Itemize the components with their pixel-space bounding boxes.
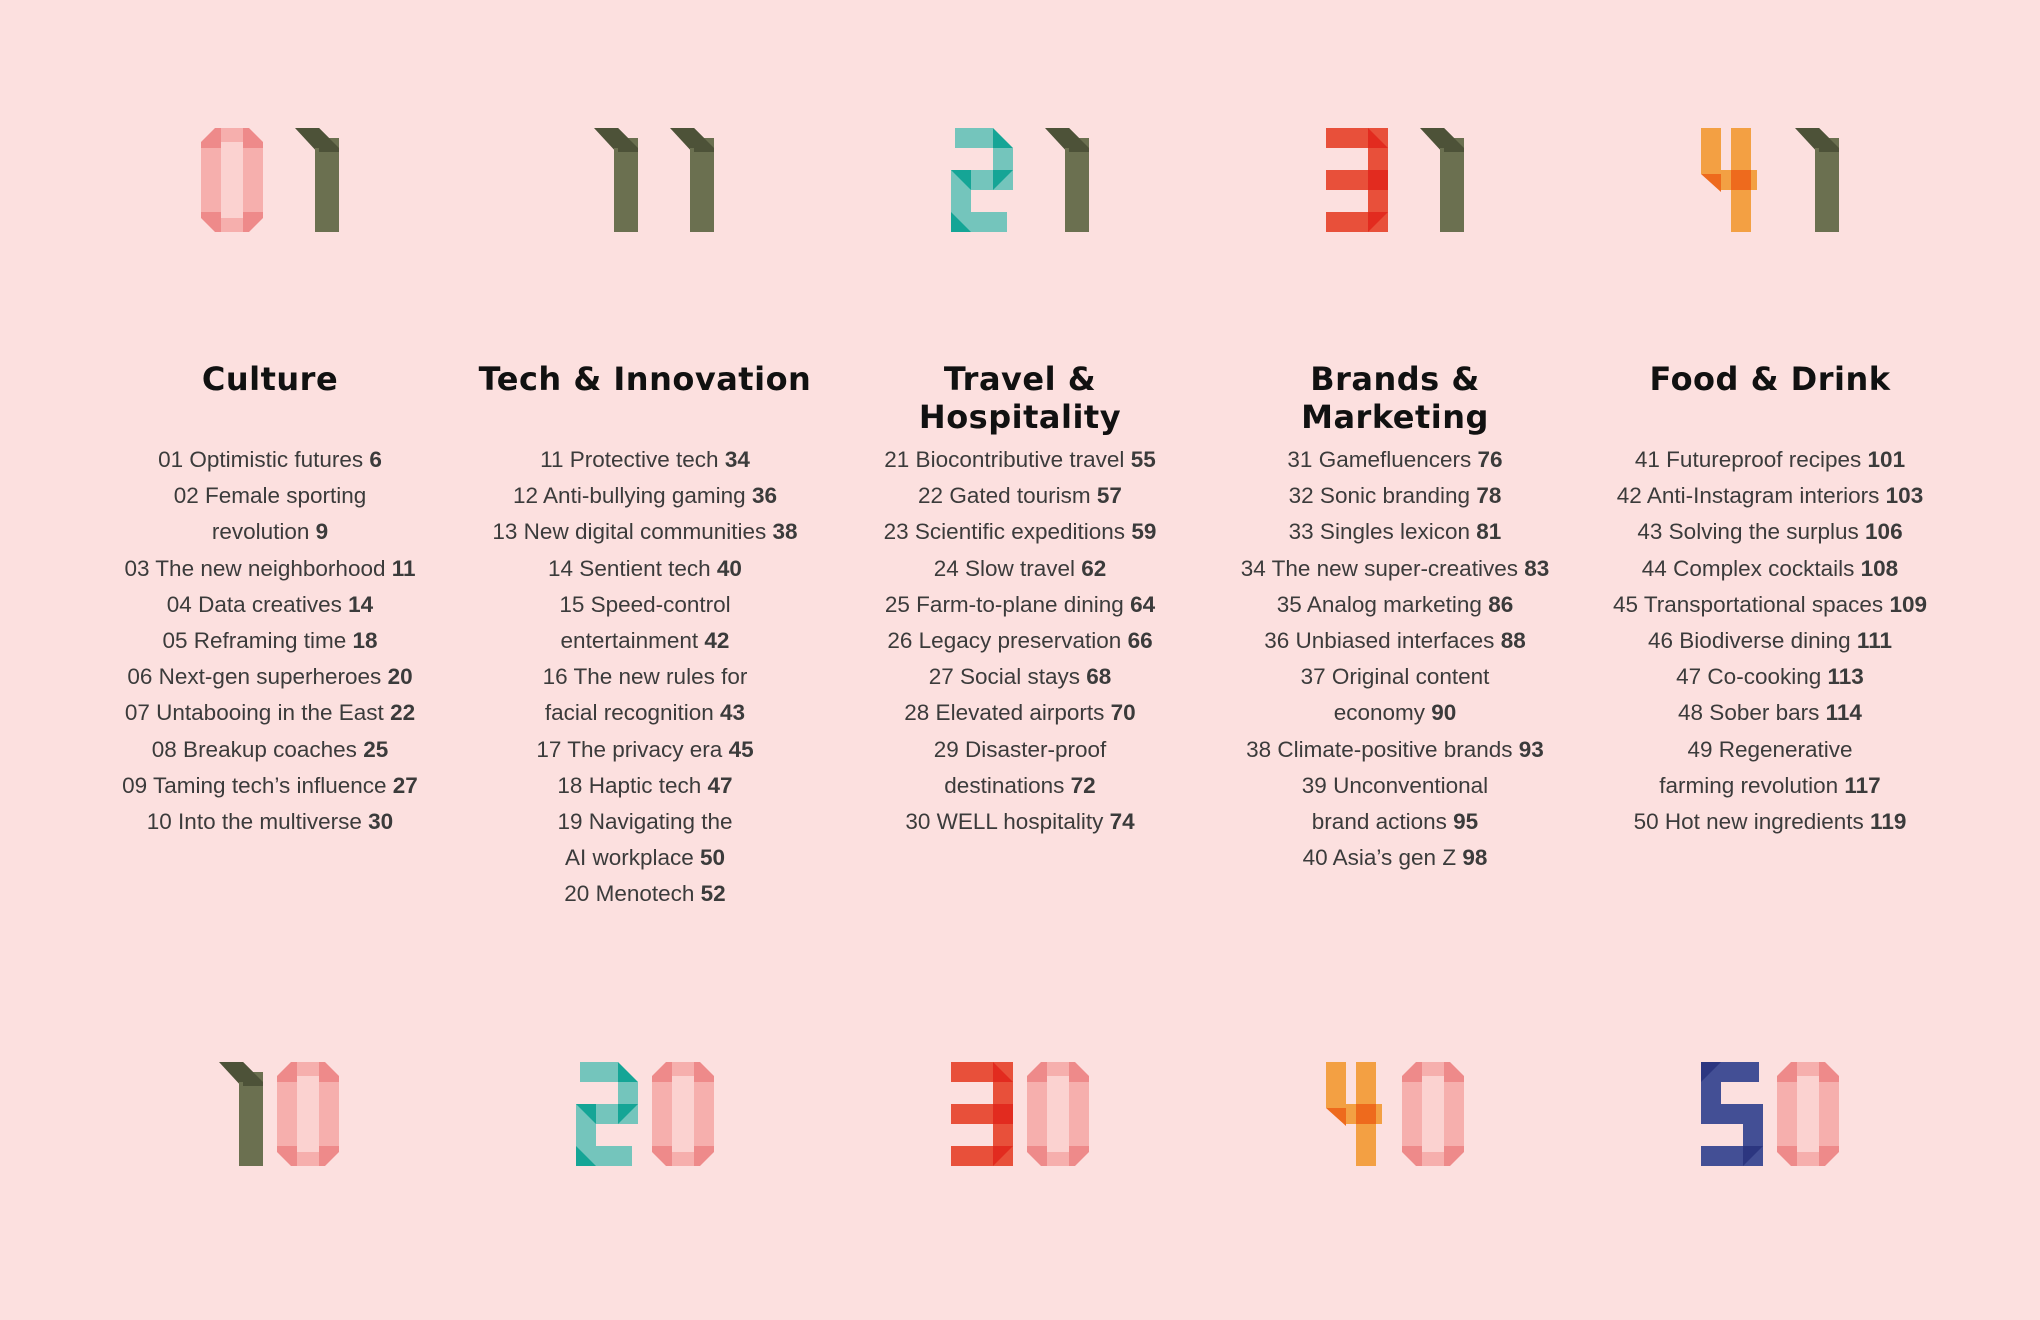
page-number: 27 [392, 772, 418, 798]
trend-title-line [1215, 551, 1575, 587]
trend-title-line [1215, 768, 1575, 804]
trend-title: 33 Singles lexicon [1288, 519, 1471, 545]
trend-title: 25 Farm-to-plane dining [884, 591, 1124, 617]
trend-title-line [465, 478, 825, 514]
folded-digit-0 [1777, 1062, 1839, 1166]
trend-list-item[interactable] [840, 804, 1200, 840]
trend-title-line [90, 768, 450, 804]
trend-title: 16 The new rules for [542, 664, 748, 690]
trend-list-item[interactable] [465, 587, 825, 659]
folded-number-graphic [1701, 128, 1839, 232]
page-number: 74 [1109, 809, 1135, 835]
page-number: 38 [772, 519, 798, 545]
trend-title: 29 Disaster-proof [933, 736, 1107, 762]
folded-digit-1 [1420, 128, 1464, 232]
page-number: 50 [700, 845, 726, 871]
trend-title: 23 Scientific expeditions [883, 519, 1126, 545]
page-number: 45 [728, 736, 754, 762]
trend-title-line [840, 695, 1200, 731]
trend-list-item[interactable] [465, 551, 825, 587]
page-number: 22 [390, 700, 416, 726]
page-number: 9 [315, 519, 329, 545]
trend-title-line [1590, 768, 1950, 804]
page-number: 81 [1476, 519, 1502, 545]
trend-title-line [840, 768, 1200, 804]
trend-title: 34 The new super-creatives [1240, 555, 1518, 581]
trend-title: 20 Menotech [564, 881, 695, 907]
trend-title: 21 Biocontributive travel [884, 447, 1125, 472]
trend-list-item[interactable] [465, 442, 825, 478]
trend-title: AI workplace [564, 845, 694, 871]
trend-title: farming revolution [1659, 772, 1839, 798]
page-number: 34 [724, 447, 750, 472]
trend-title: 46 Biodiverse dining [1648, 628, 1851, 654]
folded-number-graphic [1701, 1062, 1839, 1166]
trend-title: 17 The privacy era [536, 736, 723, 762]
trend-title-line [1215, 659, 1575, 695]
page-number: 40 [716, 555, 742, 581]
trend-title-line [465, 804, 825, 840]
trend-list-item[interactable] [1590, 478, 1950, 514]
trend-title-line [1215, 732, 1575, 768]
trend-title: 03 The new neighborhood [124, 555, 386, 581]
trend-title-line [465, 551, 825, 587]
trend-title-line [90, 478, 450, 514]
folded-number-graphic [576, 1062, 714, 1166]
trend-title: 32 Sonic branding [1288, 483, 1471, 509]
folded-number-graphic [1326, 128, 1464, 232]
page-number: 47 [707, 772, 733, 798]
trend-title: 49 Regenerative [1687, 736, 1853, 762]
trend-title: 40 Asia’s gen Z [1302, 845, 1457, 871]
trend-title: 07 Untabooing in the East [124, 700, 384, 726]
trend-title: 39 Unconventional [1301, 772, 1489, 798]
page-number: 76 [1477, 447, 1503, 472]
trend-title-line [1590, 514, 1950, 550]
section-title: Travel & Hospitality [918, 360, 1122, 436]
page-number: 113 [1827, 664, 1864, 690]
section-end-number [840, 1062, 1200, 1172]
trend-title: 24 Slow travel [933, 555, 1076, 581]
folded-digit-0 [1402, 1062, 1464, 1166]
folded-number-graphic [1326, 1062, 1464, 1166]
trend-title: 04 Data creatives [166, 591, 342, 617]
section-column [840, 0, 1200, 1320]
folded-digit-1 [1795, 128, 1839, 232]
trend-title-line [1215, 587, 1575, 623]
trend-title-line [1590, 695, 1950, 731]
folded-number-graphic [951, 128, 1089, 232]
trend-list-item[interactable] [1215, 659, 1575, 731]
trend-title: 10 Into the multiverse [146, 809, 362, 835]
trend-list-item[interactable] [90, 623, 450, 659]
trend-title-line [840, 804, 1200, 840]
trend-title-line [1590, 804, 1950, 840]
trend-list-item[interactable] [90, 478, 450, 550]
trend-title: 41 Futureproof recipes [1634, 447, 1862, 472]
folded-digit-1 [219, 1062, 263, 1166]
page-number: 83 [1524, 555, 1550, 581]
section-end-number [1215, 1062, 1575, 1172]
trend-title: 28 Elevated airports [904, 700, 1105, 726]
trend-list-item[interactable] [1590, 623, 1950, 659]
trend-list-item[interactable] [1215, 514, 1575, 550]
trend-list-item[interactable] [840, 551, 1200, 587]
section-start-number [840, 128, 1200, 238]
folded-digit-0 [652, 1062, 714, 1166]
page-number: 111 [1856, 628, 1892, 654]
trend-list [465, 442, 825, 913]
trend-list-item[interactable] [840, 478, 1200, 514]
folded-digit-1 [295, 128, 339, 232]
trend-list [1215, 442, 1575, 876]
folded-number-graphic [201, 128, 339, 232]
section-title: Tech & Innovation [478, 360, 812, 398]
page-number: 42 [704, 628, 730, 654]
trend-title: 02 Female sporting [173, 483, 367, 509]
trend-title: 15 Speed-control [559, 591, 731, 617]
trend-list-item[interactable] [840, 623, 1200, 659]
trend-title: 09 Taming tech’s influence [122, 772, 387, 798]
trend-list-item[interactable] [90, 804, 450, 840]
trend-list-item[interactable] [840, 659, 1200, 695]
section-end-number [90, 1062, 450, 1172]
folded-digit-4 [1326, 1062, 1382, 1166]
folded-digit-0 [201, 128, 263, 232]
trend-title-line [1215, 478, 1575, 514]
trend-list-item[interactable] [465, 659, 825, 731]
page-number: 36 [751, 483, 777, 509]
trend-title: 44 Complex cocktails [1641, 555, 1855, 581]
folded-digit-3 [951, 1062, 1013, 1166]
section-start-number [90, 128, 450, 238]
folded-digit-0 [277, 1062, 339, 1166]
trend-title-line [1590, 478, 1950, 514]
trend-title: 30 WELL hospitality [905, 809, 1104, 835]
trend-title-line [1590, 659, 1950, 695]
page-number: 86 [1488, 591, 1514, 617]
trend-title-line [1590, 587, 1950, 623]
trend-title: 31 Gamefluencers [1287, 447, 1472, 472]
page-number: 90 [1431, 700, 1457, 726]
page-number: 64 [1130, 591, 1156, 617]
trend-title-line [840, 551, 1200, 587]
trend-list-item[interactable] [465, 768, 825, 804]
trend-list-item[interactable] [90, 587, 450, 623]
trend-title: 08 Breakup coaches [151, 736, 357, 762]
trend-title: 37 Original content [1300, 664, 1490, 690]
trend-title: 45 Transportational spaces [1613, 591, 1884, 617]
trend-list-item[interactable] [840, 442, 1200, 478]
trend-title: 14 Sentient tech [548, 555, 711, 581]
trend-list-item[interactable] [1215, 768, 1575, 840]
trend-title-line [1590, 442, 1950, 478]
trend-title: 27 Social stays [928, 664, 1081, 690]
page-number: 109 [1889, 591, 1927, 617]
page-number: 78 [1476, 483, 1502, 509]
trend-list-item[interactable] [840, 695, 1200, 731]
trend-list-item[interactable] [1590, 659, 1950, 695]
trend-title: brand actions [1311, 809, 1447, 835]
page-number: 43 [720, 700, 746, 726]
trend-title: 38 Climate-positive brands [1246, 736, 1513, 762]
trend-title: 11 Protective tech [540, 447, 719, 472]
trend-title: revolution [211, 519, 310, 545]
trend-list-item[interactable] [840, 514, 1200, 550]
trend-title: 42 Anti-Instagram interiors [1616, 483, 1880, 509]
section-column [90, 0, 450, 1320]
trend-title: destinations [944, 772, 1065, 798]
page-number: 57 [1096, 483, 1122, 509]
trend-list-item[interactable] [1590, 514, 1950, 550]
page-number: 95 [1453, 809, 1479, 835]
section-column [1590, 0, 1950, 1320]
trend-title: 50 Hot new ingredients [1633, 809, 1864, 835]
trend-title-line [465, 623, 825, 659]
page-number: 62 [1081, 555, 1107, 581]
trend-title-line [90, 695, 450, 731]
section-title: Culture [201, 360, 339, 398]
trend-title-line [90, 804, 450, 840]
folded-digit-2 [951, 128, 1013, 232]
page-number: 30 [368, 809, 394, 835]
trend-list-item[interactable] [90, 695, 450, 731]
trend-title-line [90, 551, 450, 587]
trend-title-line [1590, 551, 1950, 587]
trend-list [1590, 442, 1950, 840]
section-title: Brands & Marketing [1301, 360, 1489, 436]
page-number: 98 [1462, 845, 1488, 871]
trend-list-item[interactable] [90, 442, 450, 478]
trend-list-item[interactable] [1215, 732, 1575, 768]
page-number: 103 [1885, 483, 1924, 509]
page-number: 114 [1825, 700, 1862, 726]
trend-list-item[interactable] [465, 732, 825, 768]
trend-list-item[interactable] [1590, 732, 1950, 804]
trend-list-item[interactable] [1215, 587, 1575, 623]
trend-title: 35 Analog marketing [1276, 591, 1482, 617]
trend-title-line [1590, 623, 1950, 659]
trend-list-item[interactable] [1590, 551, 1950, 587]
trend-title: 06 Next-gen superheroes [127, 664, 382, 690]
page-number: 88 [1500, 628, 1526, 654]
trend-list-item[interactable] [1215, 840, 1575, 876]
trend-list-item[interactable] [90, 551, 450, 587]
trend-title-line [90, 623, 450, 659]
page-number: 11 [391, 555, 416, 581]
trend-title-line [840, 514, 1200, 550]
folded-digit-0 [1027, 1062, 1089, 1166]
folded-digit-5 [1701, 1062, 1763, 1166]
page-number: 106 [1865, 519, 1903, 545]
trend-list-item[interactable] [840, 732, 1200, 804]
trend-title-line [840, 587, 1200, 623]
page-number: 119 [1870, 809, 1907, 835]
trend-list-item[interactable] [1590, 695, 1950, 731]
trend-title-line [465, 768, 825, 804]
section-end-number [1590, 1062, 1950, 1172]
trend-title-line [465, 659, 825, 695]
trend-title: 26 Legacy preservation [887, 628, 1122, 654]
folded-number-graphic [201, 1062, 339, 1166]
section-end-number [465, 1062, 825, 1172]
trend-list-item[interactable] [1215, 623, 1575, 659]
page-number: 66 [1127, 628, 1153, 654]
trend-title-line [465, 514, 825, 550]
page-number: 55 [1130, 447, 1156, 472]
trend-list [90, 442, 450, 840]
folded-digit-4 [1701, 128, 1757, 232]
folded-digit-1 [594, 128, 638, 232]
page-number: 52 [700, 881, 726, 907]
trend-title: 22 Gated tourism [918, 483, 1091, 509]
page-number: 117 [1844, 772, 1881, 798]
trend-list-item[interactable] [465, 478, 825, 514]
trend-title: 05 Reframing time [162, 628, 347, 654]
trend-title-line [90, 732, 450, 768]
trend-list-item[interactable] [90, 659, 450, 695]
page-number: 25 [363, 736, 389, 762]
section-start-number [465, 128, 825, 238]
trend-title-line [1215, 804, 1575, 840]
page-number: 108 [1860, 555, 1899, 581]
trend-list-item[interactable] [1590, 804, 1950, 840]
page-number: 101 [1867, 447, 1906, 472]
trend-title: 13 New digital communities [492, 519, 767, 545]
section-title: Food & Drink [1649, 360, 1891, 398]
trend-title-line [840, 623, 1200, 659]
section-start-number [1590, 128, 1950, 238]
trend-title-line [90, 442, 450, 478]
trend-list-item[interactable] [1215, 442, 1575, 478]
page-number: 59 [1131, 519, 1157, 545]
trend-list-item[interactable] [1215, 551, 1575, 587]
folded-digit-1 [670, 128, 714, 232]
trend-list-item[interactable] [1590, 587, 1950, 623]
trend-title: 48 Sober bars [1678, 700, 1820, 726]
trend-list-item[interactable] [465, 514, 825, 550]
trend-title-line [465, 732, 825, 768]
page-number: 72 [1070, 772, 1096, 798]
trend-title-line [1215, 623, 1575, 659]
page-number: 93 [1518, 736, 1544, 762]
trend-title: 36 Unbiased interfaces [1264, 628, 1495, 654]
trend-title-line [840, 478, 1200, 514]
folded-digit-1 [1045, 128, 1089, 232]
trend-title-line [840, 442, 1200, 478]
page-number: 70 [1110, 700, 1136, 726]
trend-title-line [465, 587, 825, 623]
trend-title-line [90, 659, 450, 695]
trend-title: 19 Navigating the [557, 809, 733, 835]
trend-list [840, 442, 1200, 840]
trend-title: entertainment [560, 628, 699, 654]
trend-list-item[interactable] [90, 732, 450, 768]
trend-title-line [840, 659, 1200, 695]
page-number: 20 [387, 664, 413, 690]
trend-list-item[interactable] [465, 804, 825, 876]
trend-list-item[interactable] [1215, 478, 1575, 514]
page-number: 68 [1086, 664, 1112, 690]
trend-list-item[interactable] [840, 587, 1200, 623]
trend-title: 47 Co-cooking [1676, 664, 1822, 690]
trend-title-line [465, 876, 825, 912]
section-column [465, 0, 825, 1320]
trend-title: economy [1333, 700, 1425, 726]
trend-title: 18 Haptic tech [557, 772, 702, 798]
trend-title-line [1215, 514, 1575, 550]
trend-title-line [1215, 695, 1575, 731]
trend-title: 43 Solving the surplus [1637, 519, 1859, 545]
trend-list-item[interactable] [465, 876, 825, 912]
folded-number-graphic [576, 128, 714, 232]
section-start-number [1215, 128, 1575, 238]
trend-title-line [1215, 840, 1575, 876]
folded-digit-3 [1326, 128, 1388, 232]
trend-title-line [465, 840, 825, 876]
trend-title-line [840, 732, 1200, 768]
trend-title-line [90, 587, 450, 623]
trend-list-item[interactable] [1590, 442, 1950, 478]
trend-title: facial recognition [544, 700, 714, 726]
trend-title: 01 Optimistic futures [158, 447, 364, 472]
trend-title-line [1215, 442, 1575, 478]
trend-title-line [1590, 732, 1950, 768]
page-number: 18 [352, 628, 378, 654]
trend-title: 12 Anti-bullying gaming [513, 483, 746, 509]
section-column [1215, 0, 1575, 1320]
trend-title-line [465, 695, 825, 731]
folded-digit-2 [576, 1062, 638, 1166]
trend-list-item[interactable] [90, 768, 450, 804]
trend-title-line [90, 514, 450, 550]
trend-title-line [465, 442, 825, 478]
folded-number-graphic [951, 1062, 1089, 1166]
page-number: 6 [369, 447, 382, 472]
page-number: 14 [348, 591, 374, 617]
